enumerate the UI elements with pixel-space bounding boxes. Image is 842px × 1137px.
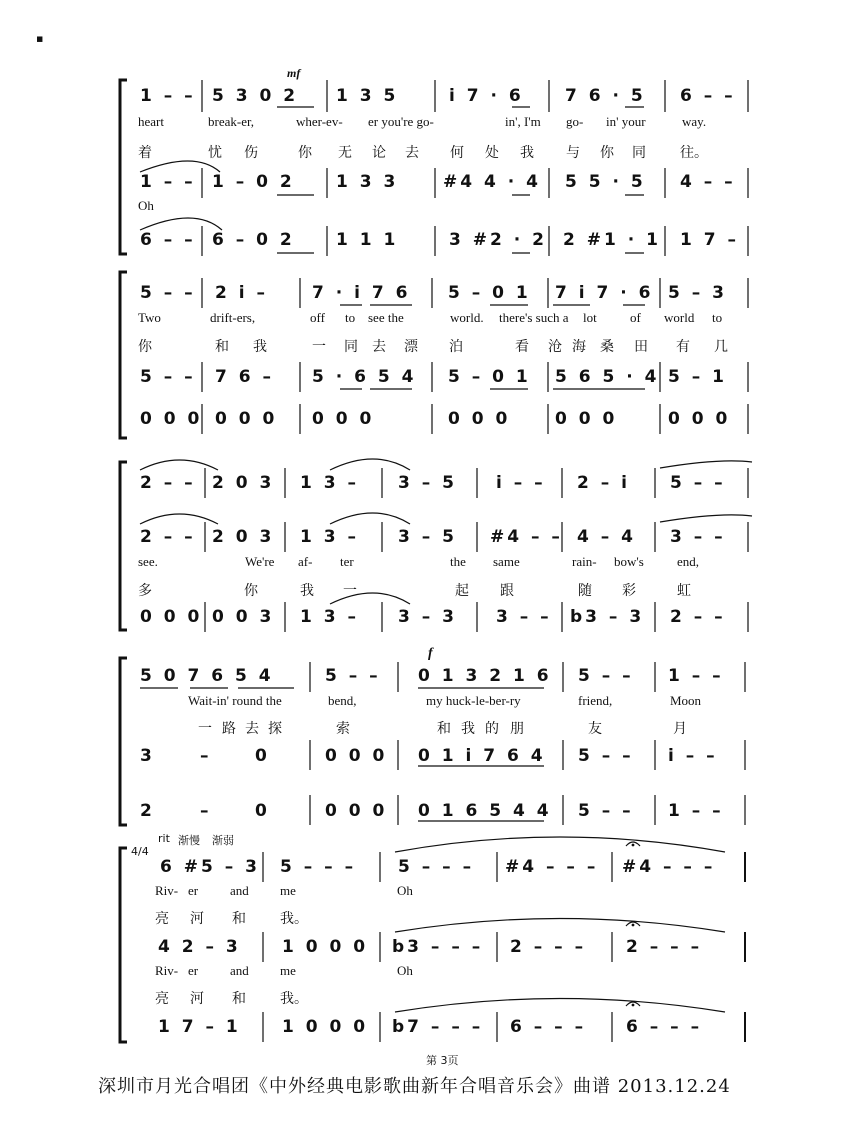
chinese-lyric: 着 [138,145,152,161]
note-group: 1 – 0 2 [212,172,295,192]
note-group: 5 – – [578,801,634,821]
lyric: of [630,310,641,325]
dynamic-mf: mf [287,66,301,80]
note-group: 3 – – [496,607,552,627]
chinese-lyric: 田 [634,339,648,355]
note-group: 4 – 4 [577,527,636,547]
note-group: 2 #1 · 1 [563,230,661,250]
chinese-lyric: 索 [336,721,350,737]
note-group: 5 – – [140,367,196,387]
note-group: 5 – 0 1 [448,283,531,303]
chinese-lyric: 虹 [677,583,691,599]
chinese-lyric: 一 [198,721,212,737]
lyric: er [188,963,199,978]
note-group: 3 – – [670,527,726,547]
note-group: 7 6 · 5 [565,86,646,106]
note-group: 2 0 3 [212,473,275,493]
lyric: af- [298,554,313,569]
note-group: 1 – – [140,86,196,106]
note-group: i – – [496,473,546,493]
chinese-lyric: 我。 [280,991,308,1007]
note-group: b7 – – – [392,1017,484,1037]
note-group: 0 1 i 7 6 4 [418,746,546,766]
note-group: 6 #5 – 3 [160,857,260,877]
note-group: 7 6 – [215,367,274,387]
chinese-lyric: 几 [714,339,728,355]
chinese-lyric: 无 [338,145,352,161]
chinese-lyric: 伤 [244,145,258,161]
chinese-lyric: 往。 [680,145,708,161]
lyric: to [712,310,723,325]
note-group: 0 0 0 [668,409,731,429]
footer-credit: 深圳市月光合唱团《中外经典电影歌曲新年合唱音乐会》曲谱 2013.12.24 [98,1076,731,1097]
tempo-mark: rit [158,832,170,845]
note-group: 5 – – [670,473,726,493]
lyric: Oh [397,883,413,898]
note-group: 6 – – – [626,1017,703,1037]
note-group: 1 3 3 [336,172,399,192]
note-group: 0 [255,746,270,766]
chinese-lyric: 你 [600,145,614,161]
lyric: off [310,310,325,325]
note-group: – [200,746,212,766]
chinese-lyric: 你 [244,583,258,599]
lyric: go- [566,114,584,129]
note-group: #4 – – [490,527,563,547]
chinese-lyric: 与 [566,145,580,161]
note-group: b3 – 3 [570,607,645,627]
lyric: there's such a [499,310,569,325]
chinese-lyric: 你 [138,339,152,355]
note-group: 4 2 – 3 [158,937,241,957]
note-group: 1 7 – [680,230,739,250]
note-group: 1 7 – 1 [158,1017,241,1037]
note-group: 2 – – – [626,937,703,957]
dynamic-f: f [428,646,433,661]
chinese-lyric: 何 [450,145,464,161]
note-group: 0 0 0 [448,409,511,429]
note-group: 3 – 5 [398,473,457,493]
chinese-lyric: 随 [578,583,592,599]
note-group: #4 – – – [505,857,599,877]
chinese-lyric: 和 [215,339,229,355]
chinese-lyric: 同 [632,145,646,161]
chinese-lyric: 彩 [622,583,636,599]
lyric: bow's [614,554,644,569]
lyric: ter [340,554,354,569]
note-group: 0 1 3 2 1 6 [418,666,552,686]
note-group: 0 0 0 [325,746,388,766]
chinese-lyric: 看 [515,339,529,355]
lyric: heart [138,114,164,129]
note-group: 1 3 – [300,473,359,493]
lyric: Riv- [155,963,179,978]
chinese-lyric: 我 [253,339,267,355]
note-group: 5 · 6 5 4 [312,367,417,387]
note-group: 1 – – [140,172,196,192]
tempo-mark: 渐弱 [212,834,234,847]
note-group: 0 0 0 [325,801,388,821]
note-group: 0 0 0 [312,409,375,429]
note-group: 5 – 1 [668,367,727,387]
lyric: er [188,883,199,898]
lyric: drift-ers, [210,310,256,325]
chinese-lyric: 和 [437,721,451,737]
note-group: 2 0 3 [212,527,275,547]
note-group: 0 0 0 [140,409,203,429]
note-group: 1 3 – [300,527,359,547]
note-group: 2 – i [577,473,630,493]
chinese-lyric: 我 [520,145,534,161]
chinese-lyric: 我 [461,721,475,737]
chinese-lyric: 河 [190,991,204,1007]
note-group: 5 – – – [398,857,475,877]
lyric: in', I'm [505,114,541,129]
chinese-lyric: 友 [588,721,602,737]
page-marker: ▪ [36,32,44,45]
lyric: friend, [578,693,613,708]
note-group: 3 – 5 [398,527,457,547]
note-group: i – – [668,746,718,766]
note-group: 1 1 1 [336,230,399,250]
note-group: 1 3 – [300,607,359,627]
note-group: 2 [140,801,155,821]
chinese-lyric: 的 [485,721,499,737]
note-group: 6 – – [680,86,736,106]
note-group: 1 0 0 0 [282,1017,369,1037]
lyric: world [664,310,695,325]
chinese-lyric: 路 [222,721,236,737]
note-group: 0 0 0 [140,607,203,627]
note-group: 2 i – [215,283,268,303]
lyric: my huck-le-ber-ry [426,693,521,708]
lyric: world. [450,310,484,325]
note-group: 1 – – [668,801,724,821]
chinese-lyric: 论 [372,145,386,161]
chinese-lyric: 和 [232,991,246,1007]
note-group: 6 – 0 2 [212,230,295,250]
note-group: 0 0 0 [555,409,618,429]
chinese-lyric: 处 [485,145,499,161]
lyric: and [230,963,249,978]
chinese-lyric: 去 [245,721,259,737]
chinese-lyric: 沧 [548,339,562,355]
note-group: 2 – – [140,473,196,493]
note-group: 5 – – [578,746,634,766]
note-group: – [200,801,212,821]
chinese-lyric: 河 [190,911,204,927]
note-group: b3 – – – [392,937,484,957]
chinese-lyric: 一 [343,583,357,599]
lyric: to [345,310,356,325]
note-group: 0 1 6 5 4 4 [418,801,552,821]
lyric: break-er, [208,114,255,129]
lyric: er you're go- [368,114,434,129]
lyric: Moon [670,693,702,708]
note-group: 1 3 5 [336,86,399,106]
chinese-lyric: 亮 [155,991,169,1007]
chinese-lyric: 一 [312,339,326,355]
chinese-lyric: 月 [673,721,687,737]
note-group: 5 6 5 · 4 [555,367,660,387]
chinese-lyric: 和 [232,911,246,927]
page-number: 第 3页 [426,1054,459,1067]
chinese-lyric: 我 [300,583,314,599]
chinese-lyric: 忧 [208,145,222,161]
note-group: i 7 · 6 [449,86,524,106]
note-group: 4 – – [680,172,736,192]
lyric: and [230,883,249,898]
lyric: me [280,883,296,898]
chinese-lyric: 同 [344,339,358,355]
note-group: 1 – – [668,666,724,686]
note-group: 2 – – [140,527,196,547]
note-group: 1 0 0 0 [282,937,369,957]
note-group: 0 [255,801,270,821]
chinese-lyric: 朋 [510,721,524,737]
chinese-lyric: 我。 [280,911,308,927]
chinese-lyric: 探 [268,721,282,737]
note-group: 7 · i 7 6 [312,283,411,303]
chinese-lyric: 亮 [155,911,169,927]
chinese-lyric: 去 [405,145,419,161]
note-group: 0 0 3 [212,607,275,627]
note-group: 5 3 0 2 [212,86,299,106]
time-signature: 4/4 [131,845,149,858]
note-group: 5 5 · 5 [565,172,646,192]
chinese-lyric: 有 [676,339,690,355]
chinese-lyric: 起 [455,583,469,599]
lyric: rain- [572,554,597,569]
lyric: me [280,963,296,978]
note-group: 2 – – – [510,937,587,957]
lyric: Wait-in' round the [188,693,282,708]
note-group: 5 – – [325,666,381,686]
lyric: bend, [328,693,357,708]
lyric: Oh [397,963,413,978]
lyric: the [450,554,466,569]
note-group: 5 – 0 1 [448,367,531,387]
note-group: 0 0 0 [215,409,278,429]
note-group: 3 – 3 [398,607,457,627]
note-group: 5 – – [140,283,196,303]
lyric: see. [138,554,158,569]
note-group: 6 – – [140,230,196,250]
note-group: #4 – – – [622,857,716,877]
note-group: 7 i 7 · 6 [555,283,654,303]
chinese-lyric: 你 [298,145,312,161]
lyric: Two [138,310,161,325]
note-group: 3 #2 · 2 [449,230,547,250]
lyric: way. [682,114,707,129]
lyric: same [493,554,520,569]
note-group: #4 4 · 4 [443,172,541,192]
note-group: 5 – 3 [668,283,727,303]
chinese-lyric: 海 [572,339,586,355]
note-group: 5 0 7 6 5 4 [140,666,274,686]
lyric: Oh [138,198,154,213]
tempo-mark: 渐慢 [178,834,200,847]
note-group: 6 – – – [510,1017,587,1037]
lyric: in' your [606,114,646,129]
chinese-lyric: 桑 [600,339,614,355]
note-group: 3 [140,746,155,766]
chinese-lyric: 泊 [449,339,463,355]
lyric: Riv- [155,883,179,898]
system-bracket [120,80,127,254]
chinese-lyric: 漂 [404,339,418,355]
lyric: end, [677,554,700,569]
note-group: 2 – – [670,607,726,627]
lyric: We're [245,554,275,569]
note-group: 5 – – [578,666,634,686]
lyric: see the [368,310,404,325]
chinese-lyric: 跟 [500,583,514,599]
note-group: 5 – – – [280,857,357,877]
chinese-lyric: 去 [372,339,386,355]
lyric: wher-ev- [296,114,343,129]
chinese-lyric: 多 [138,583,152,599]
lyric: lot [583,310,597,325]
